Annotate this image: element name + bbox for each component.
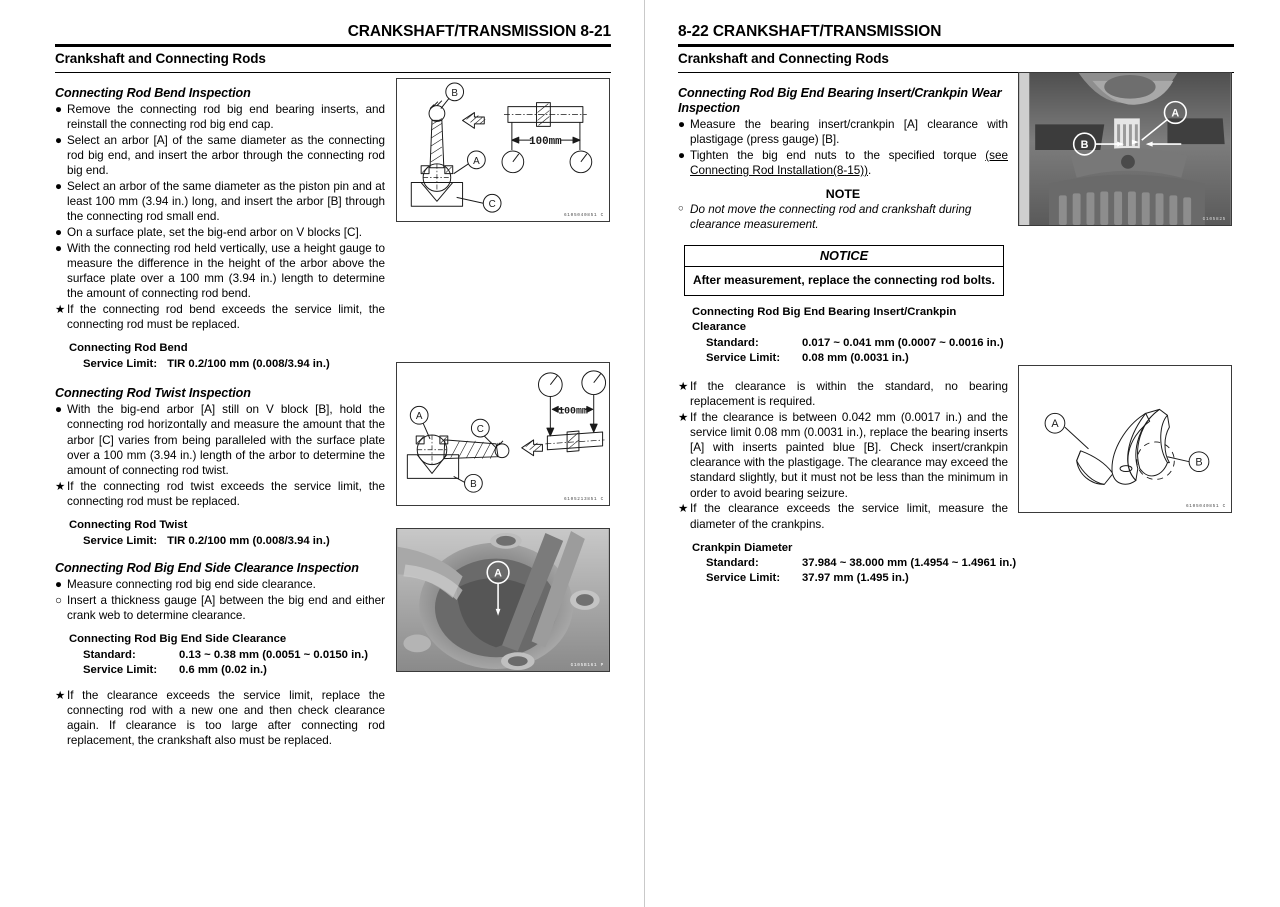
step-item xyxy=(55,688,385,749)
spec-row xyxy=(83,664,368,679)
step-text: If the connecting rod twist exceeds the service limit, the connecting rod must be replaced. xyxy=(67,479,385,508)
spec-row xyxy=(83,535,330,550)
step-text: On a surface plate, set the big-end arbor on V blocks [C]. xyxy=(67,225,362,239)
spec-row xyxy=(706,572,1016,587)
step-item xyxy=(678,379,1008,409)
spec-value: 37.97 mm (1.495 in.) xyxy=(802,572,909,585)
spec-table xyxy=(83,358,330,373)
step-item xyxy=(678,117,1008,147)
spec-key: Service Limit: xyxy=(83,534,158,547)
spec-key: Standard: xyxy=(706,336,759,349)
step-text: If the clearance is within the standard, no bearing replacement is required. xyxy=(690,379,1008,408)
step-item xyxy=(678,148,1008,178)
proc-heading-bearing-insert-wear: Connecting Rod Big End Bearing Insert/Crankpin Wear Inspection xyxy=(678,85,1002,115)
bullet-star-icon: ★ xyxy=(678,410,689,424)
bullet-star-icon: ★ xyxy=(678,379,689,393)
bullet-dot-icon: ● xyxy=(678,148,686,162)
bullet-star-icon: ★ xyxy=(678,502,689,516)
left-section-title: Crankshaft and Connecting Rods xyxy=(55,50,266,66)
spec-row xyxy=(83,358,330,373)
step-text-tail: . xyxy=(868,164,872,178)
step-item xyxy=(55,241,385,302)
figure-connecting-rod-bend-diagram xyxy=(396,78,610,222)
step-item xyxy=(678,501,1008,531)
figure-code: 6105040851 C xyxy=(1185,504,1226,509)
note-text: Do not move the connecting rod and crankshaft during clearance measurement. xyxy=(690,203,972,232)
spec-value: 0.13 ~ 0.38 mm (0.0051 ~ 0.0150 in.) xyxy=(179,648,369,661)
bullet-dot-icon: ● xyxy=(55,403,63,417)
crankcase-photo xyxy=(397,529,609,671)
proc-heading-twist: Connecting Rod Twist Inspection xyxy=(55,386,251,401)
spec-title: Connecting Rod Twist xyxy=(69,519,188,532)
bullet-dot-icon: ● xyxy=(55,241,63,255)
spec-table xyxy=(706,557,1016,587)
bullet-star-icon: ★ xyxy=(55,302,66,316)
cross-reference-link[interactable]: (see Connecting Rod Installation(8-15)) xyxy=(690,148,1008,178)
notice-box xyxy=(684,245,1004,297)
steps-side-clearance-after xyxy=(55,688,385,749)
callout-b: B xyxy=(451,87,458,99)
spec-bearing-insert-crankpin-clearance xyxy=(692,305,1008,366)
callout-a: A xyxy=(473,155,480,167)
spec-value: 0.6 mm (0.02 in.) xyxy=(179,663,267,676)
spec-big-end-side-clearance xyxy=(69,632,385,679)
step-item xyxy=(55,133,385,179)
callout-c: C xyxy=(488,199,496,211)
figure-code: 6105040851 C xyxy=(563,213,604,218)
page-gutter-divider xyxy=(644,0,645,907)
step-item xyxy=(55,302,385,332)
callout-b: B xyxy=(470,479,477,491)
step-text: If the clearance exceeds the service limit, measure the diameter of the crankpins. xyxy=(690,502,1008,531)
figure-big-end-side-clearance-photo xyxy=(396,528,610,672)
spec-value: 0.08 mm (0.0031 in.) xyxy=(802,351,909,364)
spec-value: 0.017 ~ 0.041 mm (0.0007 ~ 0.0016 in.) xyxy=(802,336,1004,349)
step-item xyxy=(55,179,385,225)
bullet-dot-icon: ● xyxy=(55,225,63,239)
spec-key: Standard: xyxy=(706,557,759,570)
spec-value: TIR 0.2/100 mm (0.008/3.94 in.) xyxy=(167,534,330,547)
spec-key: Service Limit: xyxy=(706,351,781,364)
notice-heading: NOTICE xyxy=(685,246,1003,267)
left-column xyxy=(55,86,385,749)
step-text: Select an arbor of the same diameter as the piston pin and at least 100 mm (3.94 in.) long, and insert the arbor [B] through the connecting rod small end. xyxy=(67,179,385,224)
spec-title: Connecting Rod Big End Bearing Insert/Crankpin Clearance xyxy=(692,306,957,334)
step-text: Select an arbor [A] of the same diameter as the connecting rod big end, and insert the arbor through the connecting rod big end. xyxy=(67,133,385,178)
step-item xyxy=(55,402,385,478)
right-page xyxy=(678,0,1234,587)
callout-b: B xyxy=(1195,456,1203,469)
left-header-rule-thin xyxy=(55,72,611,73)
bullet-circle-icon: ○ xyxy=(678,203,684,215)
right-page-running-head: 8-22 CRANKSHAFT/TRANSMISSION xyxy=(678,23,942,40)
step-item xyxy=(55,102,385,132)
step-item xyxy=(55,577,385,592)
dimension-label: 100mm xyxy=(529,136,562,149)
step-text: With the big-end arbor [A] still on V block [B], hold the connecting rod horizontally and measure the amount that the arbor [C] varies from being paralleled with the surface plate over a 100 mm (3.94 in.) length of the arbor to determine the amount of connecting rod twist. xyxy=(67,403,385,477)
left-page-running-head: CRANKSHAFT/TRANSMISSION 8-21 xyxy=(347,23,611,40)
step-text: Measure connecting rod big end side clearance. xyxy=(67,577,316,591)
spec-table xyxy=(706,337,1004,367)
spec-value: 37.984 ~ 38.000 mm (1.4954 ~ 1.4961 in.) xyxy=(802,557,1017,570)
bullet-dot-icon: ● xyxy=(678,117,686,131)
bullet-dot-icon: ● xyxy=(55,577,63,591)
figure-code: 6105213851 C xyxy=(563,497,604,502)
spec-row xyxy=(706,352,1004,367)
callout-b: B xyxy=(1080,139,1089,152)
spec-key: Service Limit: xyxy=(706,572,781,585)
spec-table xyxy=(83,649,368,679)
bearing-insert-drawing xyxy=(1019,366,1231,512)
step-text: Measure the bearing insert/crankpin [A] clearance with plastigage (press gauge) [B]. xyxy=(690,117,1008,147)
figure-code: G105825 xyxy=(1202,217,1226,222)
spec-row xyxy=(706,557,1016,572)
dimension-label: 100mm xyxy=(558,405,588,417)
callout-a: A xyxy=(494,567,502,580)
callout-c: C xyxy=(476,424,484,436)
bullet-dot-icon: ● xyxy=(55,102,63,116)
spec-title: Connecting Rod Bend xyxy=(69,342,188,355)
steps-bearing-insert xyxy=(678,117,1008,178)
note-body xyxy=(678,202,1008,232)
bullet-dot-icon: ● xyxy=(55,133,63,147)
step-text: If the connecting rod bend exceeds the service limit, the connecting rod must be replaced. xyxy=(67,302,385,332)
callout-a: A xyxy=(415,411,423,423)
notice-body: After measurement, replace the connecting rod bolts. xyxy=(693,272,995,287)
spec-row xyxy=(83,649,368,664)
note-heading: NOTE xyxy=(825,187,861,202)
step-item xyxy=(55,593,385,623)
figure-connecting-rod-twist-diagram xyxy=(396,362,610,506)
spec-connecting-rod-twist xyxy=(69,518,385,550)
bullet-star-icon: ★ xyxy=(55,688,66,702)
plastigage-photo xyxy=(1019,73,1231,225)
spec-crankpin-diameter xyxy=(692,541,1017,588)
right-section-title: Crankshaft and Connecting Rods xyxy=(678,50,889,66)
step-item xyxy=(678,410,1008,501)
step-item xyxy=(55,225,385,240)
step-text: If the clearance is between 0.042 mm (0.0017 in.) and the service limit 0.08 mm (0.0031 in.), replace the bearing inserts [A] with inserts painted blue [B]. Check insert/crankpin clearance with the plastigage. The clearance may exceed the standard slightly, but it must not be less than the minimum in order to avoid bearing seizure. xyxy=(690,410,1008,500)
figure-bearing-insert-diagram xyxy=(1018,365,1232,513)
connecting-rod-bend-drawing xyxy=(397,79,609,221)
step-text: Insert a thickness gauge [A] between the big end and either crank web to determine clearance. xyxy=(67,593,385,622)
figure-plastigage-measurement-photo xyxy=(1018,72,1232,226)
steps-side-clearance xyxy=(55,577,385,623)
connecting-rod-twist-drawing xyxy=(397,363,609,505)
step-item xyxy=(55,479,385,509)
proc-heading-bend: Connecting Rod Bend Inspection xyxy=(55,85,251,100)
bullet-dot-icon: ● xyxy=(55,179,63,193)
figure-code: G105B161 P xyxy=(570,663,604,668)
spec-key: Service Limit: xyxy=(83,663,158,676)
step-text: Tighten the big end nuts to the specified torque xyxy=(690,148,986,162)
left-page xyxy=(55,0,611,749)
step-text: With the connecting rod held vertically, use a height gauge to measure the difference in the height of the arbor above the surface plate over a 100 mm (3.94 in.) length to determine the amount of connecting rod bend. xyxy=(67,241,385,301)
spec-key: Standard: xyxy=(83,648,136,661)
spec-key: Service Limit: xyxy=(83,358,158,371)
steps-twist xyxy=(55,402,385,509)
steps-bend xyxy=(55,102,385,333)
callout-a: A xyxy=(1171,107,1180,120)
step-text: Remove the connecting rod big end bearing inserts, and reinstall the connecting rod big end cap. xyxy=(67,102,385,132)
callout-a: A xyxy=(1051,418,1059,431)
spec-value: TIR 0.2/100 mm (0.008/3.94 in.) xyxy=(167,358,330,371)
steps-clearance-evaluation xyxy=(678,379,1008,532)
spec-row xyxy=(706,337,1004,352)
spec-title: Crankpin Diameter xyxy=(692,541,793,554)
proc-heading-side-clearance: Connecting Rod Big End Side Clearance Inspection xyxy=(55,560,359,575)
spec-title: Connecting Rod Big End Side Clearance xyxy=(69,632,287,645)
spec-table xyxy=(83,535,330,550)
spec-connecting-rod-bend xyxy=(69,341,385,373)
step-text: If the clearance exceeds the service limit, replace the connecting rod with a new one and then check clearance again. If clearance is too large after connecting rod replacement, the crankshaft also must be replaced. xyxy=(67,688,385,748)
bullet-circle-icon: ○ xyxy=(55,593,63,607)
right-column xyxy=(678,85,1017,588)
bullet-star-icon: ★ xyxy=(55,479,66,493)
